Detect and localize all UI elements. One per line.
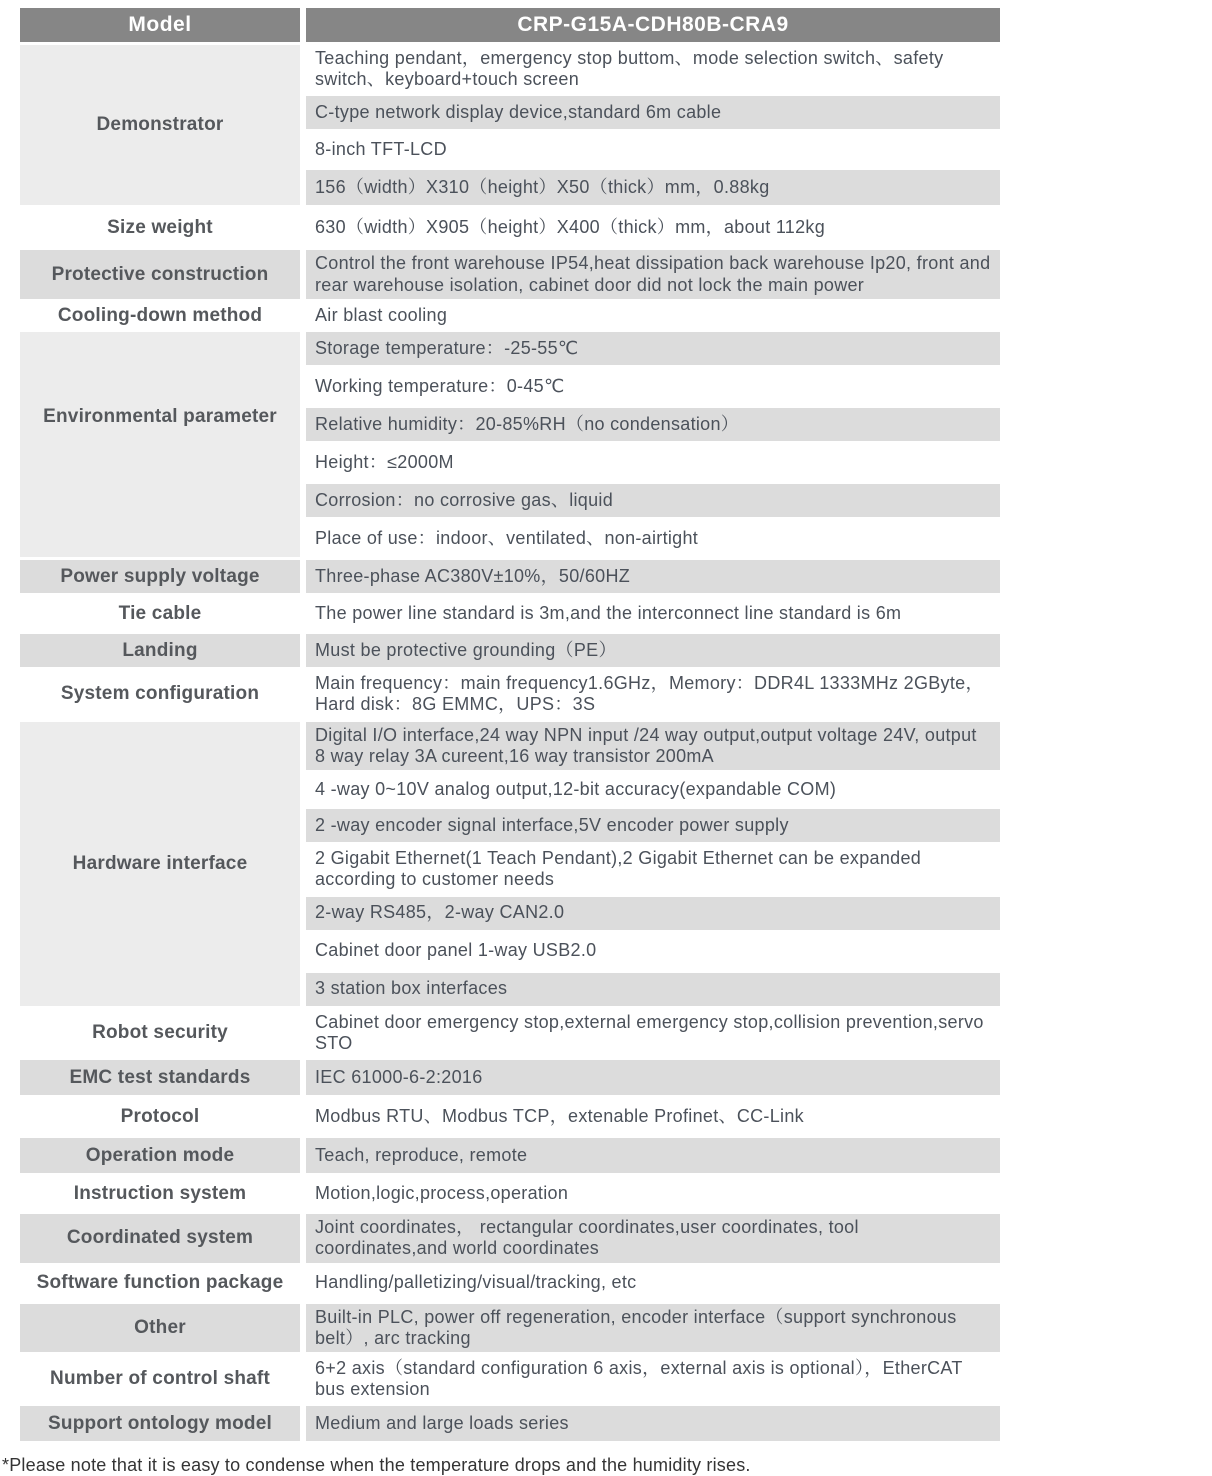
spec-value: Cabinet door emergency stop,external emergency stop,collision prevention,servo STO [306,1009,1000,1060]
spec-value: Teach, reproduce, remote [306,1138,1000,1176]
spec-value: Modbus RTU、Modbus TCP，extenable Profinet、CC-Link [306,1098,1000,1138]
spec-value: Medium and large loads series [306,1406,1000,1444]
table-header-row [20,8,1000,45]
table-row [20,560,1000,596]
spec-value: Place of use：indoor、ventilated、non-airtight [306,520,1000,560]
spec-value: The power line standard is 3m,and the interconnect line standard is 6m [306,596,1000,634]
specification-table [20,8,1000,1444]
table-row [20,208,1000,250]
row-label-protocol: Protocol [20,1098,306,1138]
row-label-number-of-control-shaft: Number of control shaft [20,1355,306,1406]
spec-value: 3 station box interfaces [306,973,1000,1009]
model-header-cell: Model [20,8,306,45]
row-label-operation-mode: Operation mode [20,1138,306,1176]
row-label-demonstrator: Demonstrator [20,45,306,208]
row-label-other: Other [20,1304,306,1355]
table-row [20,302,1000,332]
row-label-emc-test-standards: EMC test standards [20,1060,306,1098]
model-number-cell: CRP-G15A-CDH80B-CRA9 [306,8,1000,45]
spec-value: 8-inch TFT-LCD [306,132,1000,170]
row-label-system-configuration: System configuration [20,670,306,721]
spec-value: Built-in PLC, power off regeneration, encoder interface（support synchronous belt）, arc tracking [306,1304,1000,1355]
table-row [20,1214,1000,1265]
spec-value: Main frequency：main frequency1.6GHz，Memory：DDR4L 1333MHz 2GByte，Hard disk：8G EMMC，UPS：3S [306,670,1000,721]
condensation-footnote: *Please note that it is easy to condense when the temperature drops and the humidity rises. [2,1455,751,1476]
spec-value: 630（width）X905（height）X400（thick）mm，about 112kg [306,208,1000,250]
row-label-hardware-interface: Hardware interface [20,722,306,1009]
table-row [20,1098,1000,1138]
row-label-size-weight: Size weight [20,208,306,250]
table-row [20,1138,1000,1176]
spec-value: Joint coordinates， rectangular coordinates,user coordinates, tool coordinates,and world coordinates [306,1214,1000,1265]
row-label-cooling-down-method: Cooling-down method [20,302,306,332]
row-label-tie-cable: Tie cable [20,596,306,634]
spec-value: 4 -way 0~10V analog output,12-bit accuracy(expandable COM) [306,773,1000,809]
table-row [20,596,1000,634]
spec-value: 6+2 axis（standard configuration 6 axis，external axis is optional），EtherCAT bus extension [306,1355,1000,1406]
spec-value: Height：≤2000M [306,444,1000,484]
row-label-power-supply-voltage: Power supply voltage [20,560,306,596]
spec-value: IEC 61000-6-2:2016 [306,1060,1000,1098]
table-row [20,670,1000,721]
table-row [20,332,1000,368]
table-row [20,1304,1000,1355]
table-row [20,634,1000,670]
spec-value: Digital I/O interface,24 way NPN input /24 way output,output voltage 24V, output 8 way relay 3A cureent,16 way transistor 200mA [306,722,1000,773]
row-label-protective-construction: Protective construction [20,250,306,301]
spec-value: 2 Gigabit Ethernet(1 Teach Pendant),2 Gigabit Ethernet can be expanded according to customer needs [306,845,1000,896]
row-label-support-ontology-model: Support ontology model [20,1406,306,1444]
row-label-coordinated-system: Coordinated system [20,1214,306,1265]
row-label-instruction-system: Instruction system [20,1176,306,1214]
spec-value: 2-way RS485，2-way CAN2.0 [306,897,1000,933]
spec-value: Working temperature：0-45℃ [306,368,1000,408]
spec-value: Teaching pendant，emergency stop buttom、mode selection switch、safety switch、keyboard+touch screen [306,45,1000,96]
row-label-environmental-parameter: Environmental parameter [20,332,306,560]
spec-value: Three-phase AC380V±10%，50/60HZ [306,560,1000,596]
spec-value: C-type network display device,standard 6m cable [306,96,1000,132]
table-row [20,1060,1000,1098]
spec-value: Air blast cooling [306,302,1000,332]
table-row [20,45,1000,96]
spec-sheet-page [0,8,1212,1476]
table-row [20,1355,1000,1406]
row-label-robot-security: Robot security [20,1009,306,1060]
table-row [20,1266,1000,1304]
table-row [20,1406,1000,1444]
spec-value: Storage temperature：-25-55℃ [306,332,1000,368]
row-label-landing: Landing [20,634,306,670]
table-row [20,1009,1000,1060]
spec-value: Corrosion：no corrosive gas、liquid [306,484,1000,520]
spec-value: Handling/palletizing/visual/tracking, etc [306,1266,1000,1304]
table-row [20,1176,1000,1214]
spec-value: 156（width）X310（height）X50（thick）mm，0.88kg [306,170,1000,208]
table-row [20,722,1000,773]
spec-value: Control the front warehouse IP54,heat dissipation back warehouse Ip20, front and rear warehouse isolation, cabinet door did not lock the main power [306,250,1000,301]
spec-value: Must be protective grounding（PE） [306,634,1000,670]
spec-value: Motion,logic,process,operation [306,1176,1000,1214]
row-label-software-function-package: Software function package [20,1266,306,1304]
spec-value: 2 -way encoder signal interface,5V encoder power supply [306,809,1000,845]
table-row [20,250,1000,301]
spec-value: Cabinet door panel 1-way USB2.0 [306,933,1000,973]
spec-value: Relative humidity：20-85%RH（no condensation） [306,408,1000,444]
